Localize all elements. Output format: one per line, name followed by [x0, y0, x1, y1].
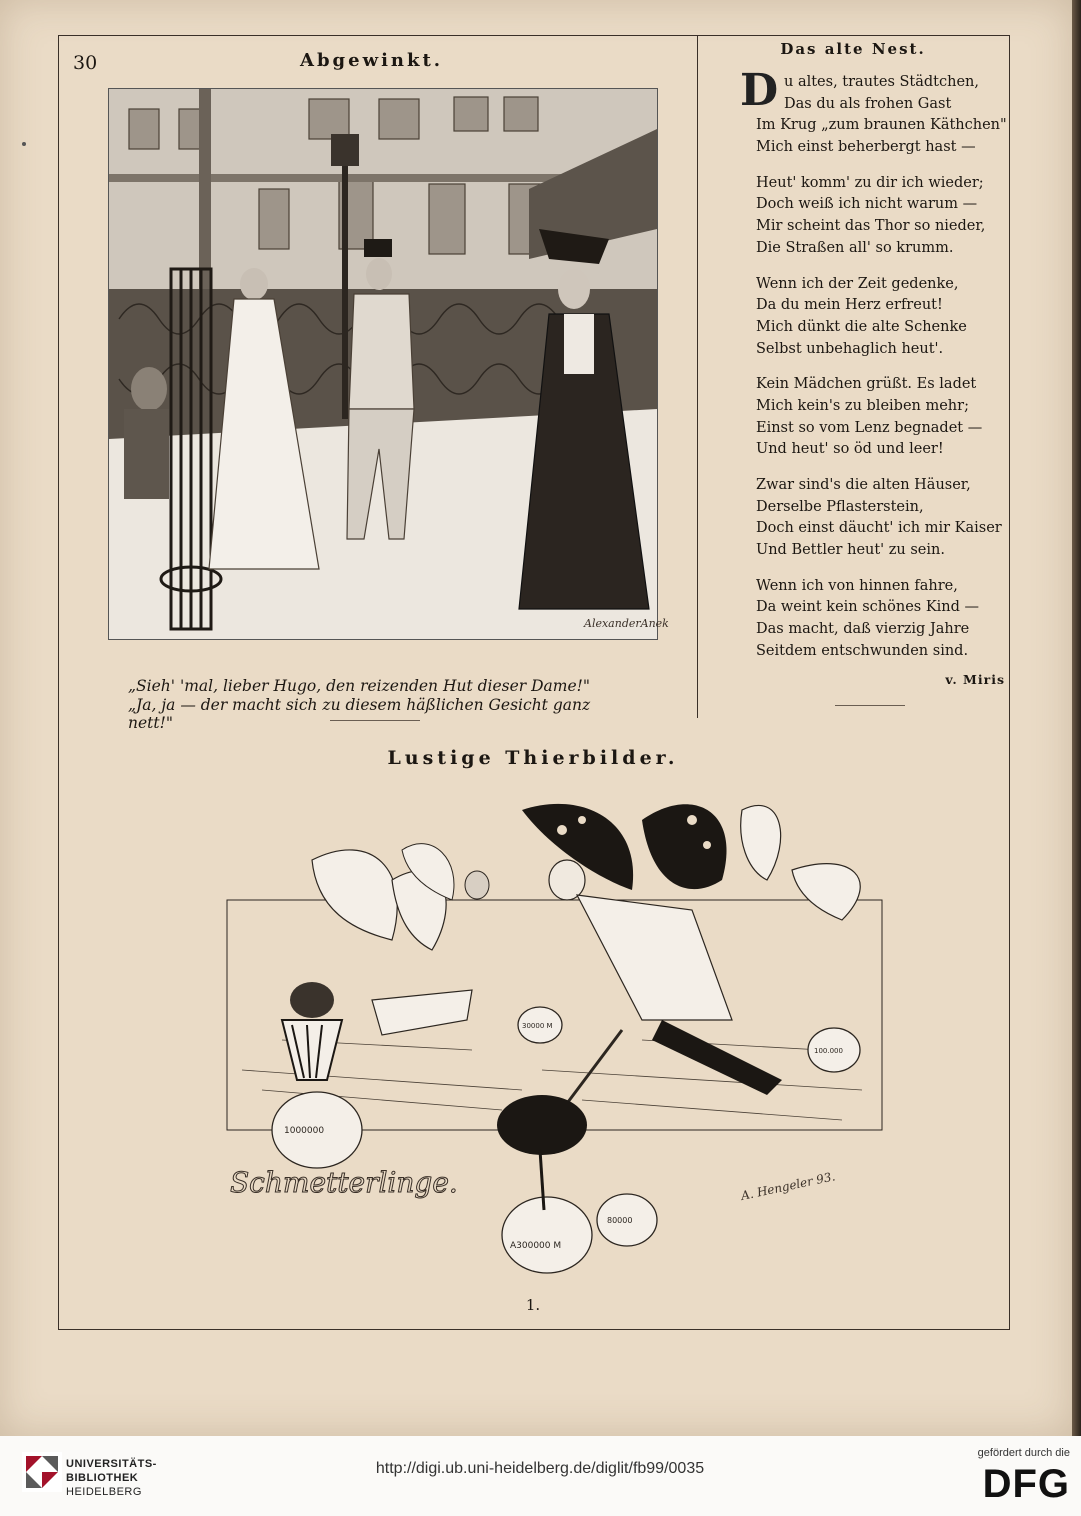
street-scene-illustration	[108, 88, 669, 640]
caption-line-1: „Sieh' 'mal, lieber Hugo, den reizenden Hut dieser Dame!"	[128, 677, 591, 695]
caption-rule	[330, 720, 420, 721]
library-name-line-1: UNIVERSITÄTS-	[66, 1458, 157, 1470]
poem-line: Da du mein Herz erfreut!	[756, 297, 943, 314]
poem-line: u altes, trautes Städtchen,	[784, 74, 979, 90]
poem-line: Wenn ich von hinnen fahre,	[756, 577, 958, 594]
permalink-url[interactable]: http://digi.ub.uni-heidelberg.de/diglit/fb99/0035	[375, 1460, 705, 1477]
poem-line: Kein Mädchen grüßt. Es ladet	[756, 376, 977, 393]
poem-rule	[835, 705, 905, 706]
poem-line: Da weint kein schönes Kind —	[756, 599, 980, 616]
poem-line: Einst so vom Lenz begnadet —	[756, 419, 983, 436]
drop-cap-initial: D	[740, 65, 779, 116]
cartoon-title-lettering: Schmetterlinge.	[230, 1166, 458, 1199]
poem-line: Seitdem entschwunden sind.	[756, 642, 969, 659]
bag-label: A300000 M	[510, 1241, 562, 1251]
bag-label: 30000 M	[522, 1022, 553, 1030]
section-heading: Lustige Thierbilder.	[387, 747, 679, 769]
poem-line: Das macht, daß vierzig Jahre	[756, 621, 970, 638]
poem-line: Mich einst beherbergt hast —	[756, 139, 976, 156]
cartoon-title: Abgewinkt.	[300, 50, 444, 71]
bag-label: 80000	[607, 1216, 633, 1225]
page-number: 30	[73, 52, 98, 74]
paper-speck	[22, 142, 26, 146]
poem-body	[756, 72, 1007, 663]
poem-line: Das du als frohen Gast	[784, 95, 952, 112]
bag-label: 100.000	[814, 1047, 843, 1055]
poem-line: Mich dünkt die alte Schenke	[756, 318, 967, 335]
library-name-line-2: BIBLIOTHEK	[66, 1472, 139, 1484]
book-spine-edge	[1072, 0, 1081, 1436]
illustration-signature: AlexanderAnek	[584, 617, 669, 630]
dfg-logo: DFG	[982, 1462, 1070, 1506]
poem-line: Heut' komm' zu dir ich wieder;	[756, 174, 984, 191]
poem-line: Derselbe Pflasterstein,	[756, 498, 924, 515]
university-seal-icon	[22, 1452, 62, 1492]
poem-line: Und heut' so öd und leer!	[756, 441, 944, 458]
sponsor-label: gefördert durch die	[977, 1447, 1070, 1459]
column-divider	[697, 35, 698, 718]
poem-line: Selbst unbehaglich heut'.	[756, 340, 944, 357]
cartoon-signature: A. Hengeler 93.	[739, 1169, 837, 1203]
butterflies-cartoon-illustration	[222, 790, 890, 1290]
poem-title: Das alte Nest.	[780, 40, 926, 58]
library-name-line-3: HEIDELBERG	[66, 1486, 142, 1498]
poem-line: Doch einst däucht' ich mir Kaiser	[756, 520, 1002, 537]
poem-line: Doch weiß ich nicht warum —	[756, 196, 978, 213]
plate-number: 1.	[525, 1296, 541, 1314]
caption-line-2: „Ja, ja — der macht sich zu diesem häßlichen Gesicht ganz nett!"	[128, 696, 591, 732]
poem-author: v. Miris	[945, 672, 1005, 687]
poem-line: Zwar sind's die alten Häuser,	[756, 477, 971, 493]
poem-line: Die Straßen all' so krumm.	[756, 239, 954, 256]
bag-label: 1000000	[284, 1126, 325, 1136]
poem-line: Mich kein's zu bleiben mehr;	[756, 397, 969, 414]
poem-line: Im Krug „zum braunen Käthchen"	[756, 117, 1007, 134]
poem-line: Und Bettler heut' zu sein.	[756, 542, 945, 559]
poem-line: Mir scheint das Thor so nieder,	[756, 218, 986, 235]
poem-line: Wenn ich der Zeit gedenke,	[756, 275, 959, 292]
